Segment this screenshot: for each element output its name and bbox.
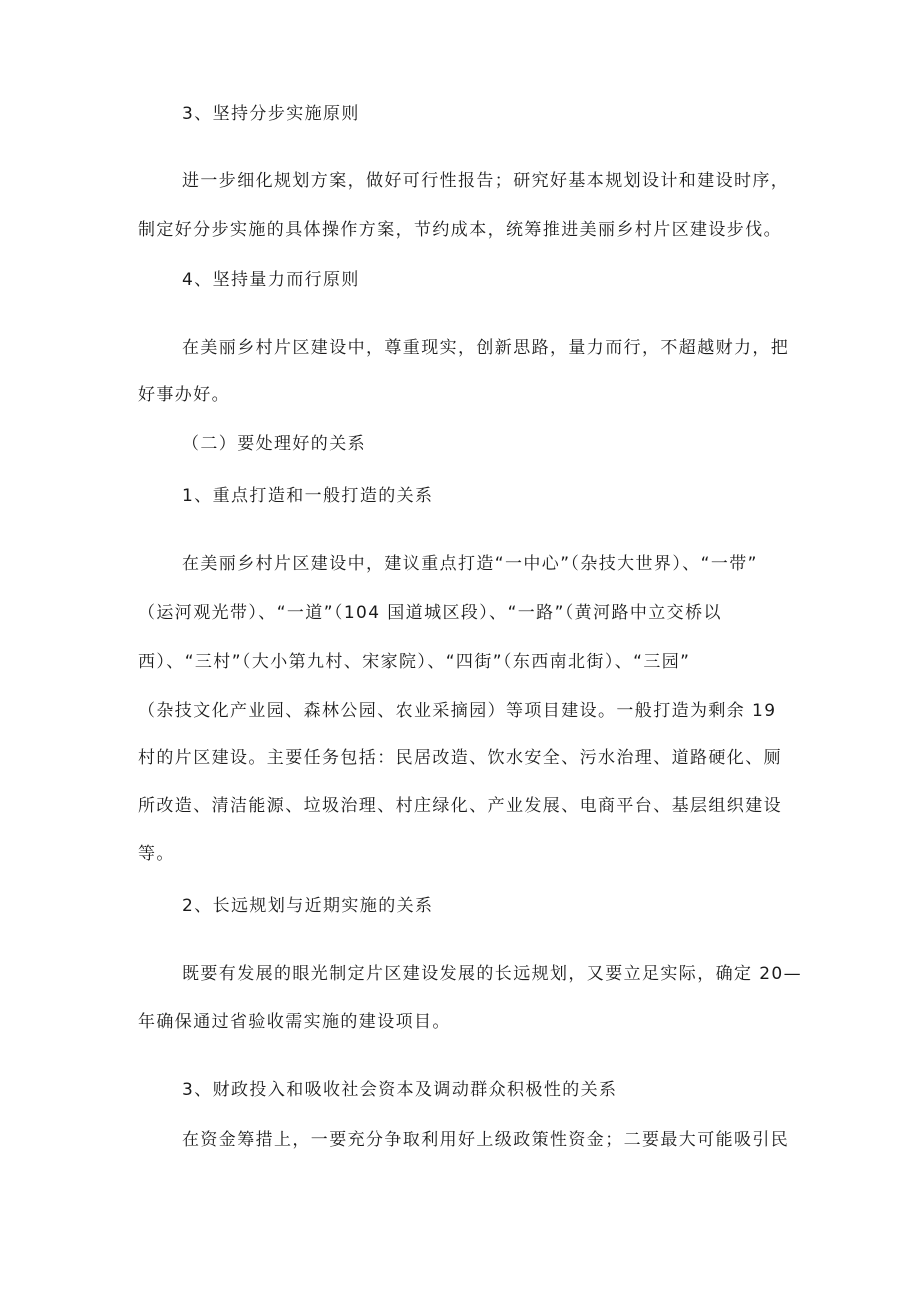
section-heading-relations: （二）要处理好的关系 <box>182 434 366 454</box>
heading-principle-4: 4、坚持量力而行原则 <box>182 270 360 290</box>
paragraph-line: 等。 <box>138 844 175 864</box>
heading-relation-1: 1、重点打造和一般打造的关系 <box>182 486 434 506</box>
paragraph-line: 既要有发展的眼光制定片区建设发展的长远规划，又要立足实际，确定 20— <box>182 964 803 984</box>
paragraph-line: 在美丽乡村片区建设中，尊重现实，创新思路，量力而行，不超越财力，把 <box>182 338 790 358</box>
heading-relation-2: 2、长远规划与近期实施的关系 <box>182 896 434 916</box>
paragraph-line: 村的片区建设。主要任务包括：民居改造、饮水安全、污水治理、道路硬化、厕 <box>138 748 782 768</box>
paragraph-line: 所改造、清洁能源、垃圾治理、村庄绿化、产业发展、电商平台、基层组织建设 <box>138 796 782 816</box>
paragraph-line: 进一步细化规划方案，做好可行性报告；研究好基本规划设计和建设时序， <box>182 171 790 191</box>
paragraph-line: （杂技文化产业园、森林公园、农业采摘园）等项目建设。一般打造为剩余 19 <box>138 701 777 721</box>
paragraph-line: 在资金筹措上，一要充分争取利用好上级政策性资金；二要最大可能吸引民 <box>182 1130 790 1150</box>
heading-principle-3: 3、坚持分步实施原则 <box>182 104 360 124</box>
paragraph-line: 年确保通过省验收需实施的建设项目。 <box>138 1012 451 1032</box>
paragraph-line: （运河观光带）、“一道”（104 国道城区段）、“一路”（黄河路中立交桥以 <box>138 603 722 623</box>
paragraph-line: 在美丽乡村片区建设中，建议重点打造“一中心”（杂技大世界）、“一带” <box>182 554 758 574</box>
paragraph-line: 好事办好。 <box>138 385 230 405</box>
paragraph-line: 制定好分步实施的具体操作方案，节约成本，统筹推进美丽乡村片区建设步伐。 <box>138 220 782 240</box>
heading-relation-3: 3、财政投入和吸收社会资本及调动群众积极性的关系 <box>182 1080 618 1100</box>
paragraph-line: 西）、“三村”（大小第九村、宋家院）、“四街”（东西南北街）、“三园” <box>138 652 691 672</box>
